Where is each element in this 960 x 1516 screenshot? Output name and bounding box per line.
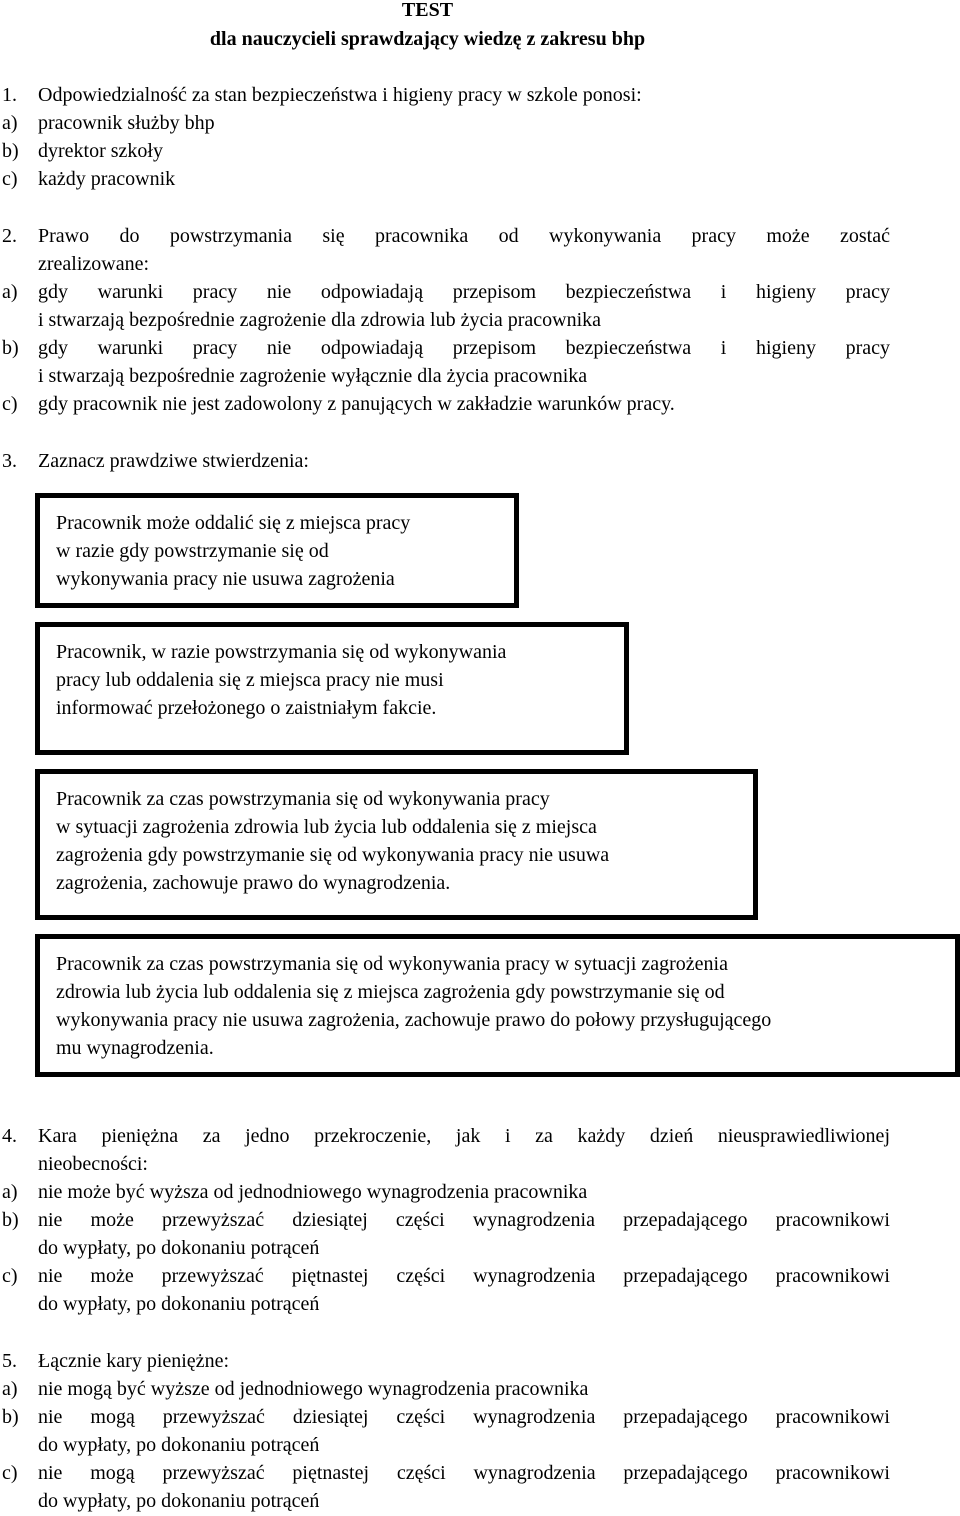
- statement-box: [35, 934, 960, 1077]
- question-2-text-cont: zrealizowane:: [38, 253, 150, 275]
- answer-option: nie mogą przewyższać dziesiątej części wynagrodzenia przepadającego pracownikowi: [38, 1406, 890, 1428]
- answer-option-cont: i stwarzają bezpośrednie zagrożenie wyłącznie dla życia pracownika: [38, 365, 588, 387]
- statement-line: wykonywania pracy nie usuwa zagrożenia: [56, 568, 395, 590]
- question-5-text: Łącznie kary pieniężne:: [38, 1350, 229, 1372]
- question-1-text: Odpowiedzialność za stan bezpieczeństwa i higieny pracy w szkole ponosi:: [38, 84, 642, 106]
- question-2-text: Prawo do powstrzymania się pracownika od wykonywania pracy może zostać: [38, 225, 890, 247]
- option-label: c): [2, 1462, 18, 1484]
- option-label: a): [2, 281, 18, 303]
- question-4-number: 4.: [2, 1125, 17, 1147]
- test-title: TEST: [401, 0, 454, 21]
- answer-option: nie mogą przewyższać piętnastej części wynagrodzenia przepadającego pracownikowi: [38, 1462, 890, 1484]
- question-4-text-cont: nieobecności:: [38, 1153, 148, 1175]
- answer-option: gdy warunki pracy nie odpowiadają przepisom bezpieczeństwa i higieny pracy: [38, 337, 890, 359]
- question-3-text: Zaznacz prawdziwe stwierdzenia:: [38, 450, 309, 472]
- answer-option: pracownik służby bhp: [38, 112, 215, 134]
- statement-line: zdrowia lub życia lub oddalenia się z miejsca zagrożenia gdy powstrzymanie się od: [56, 981, 725, 1003]
- question-1-number: 1.: [2, 84, 17, 106]
- statement-line: pracy lub oddalenia się z miejsca pracy nie musi: [56, 669, 444, 691]
- statement-line: mu wynagrodzenia.: [56, 1037, 214, 1059]
- statement-line: Pracownik, w razie powstrzymania się od wykonywania: [56, 641, 507, 663]
- statement-line: wykonywania pracy nie usuwa zagrożenia, zachowuje prawo do połowy przysługującego: [56, 1009, 772, 1031]
- question-3-number: 3.: [2, 450, 17, 472]
- statement-box: [35, 622, 629, 755]
- test-subtitle: dla nauczycieli sprawdzający wiedzę z zakresu bhp: [209, 28, 646, 50]
- answer-option: każdy pracownik: [38, 168, 176, 190]
- answer-option-cont: i stwarzają bezpośrednie zagrożenie dla zdrowia lub życia pracownika: [38, 309, 602, 331]
- answer-option: nie może przewyższać piętnastej części wynagrodzenia przepadającego pracownikowi: [38, 1265, 890, 1287]
- question-4-text: Kara pieniężna za jedno przekroczenie, jak i za każdy dzień nieusprawiedliwionej: [38, 1125, 890, 1147]
- answer-option: nie może być wyższa od jednodniowego wynagrodzenia pracownika: [38, 1181, 588, 1203]
- statement-line: zagrożenia, zachowuje prawo do wynagrodzenia.: [56, 872, 451, 894]
- answer-option-cont: do wypłaty, po dokonaniu potrąceń: [38, 1293, 320, 1315]
- answer-option-cont: do wypłaty, po dokonaniu potrąceń: [38, 1490, 320, 1512]
- option-label: c): [2, 168, 18, 190]
- option-label: b): [2, 1209, 19, 1231]
- statement-line: Pracownik za czas powstrzymania się od wykonywania pracy: [56, 788, 550, 810]
- question-2-number: 2.: [2, 225, 17, 247]
- option-label: b): [2, 1406, 19, 1428]
- answer-option: gdy warunki pracy nie odpowiadają przepisom bezpieczeństwa i higieny pracy: [38, 281, 890, 303]
- answer-option: gdy pracownik nie jest zadowolony z panujących w zakładzie warunków pracy.: [38, 393, 675, 415]
- statement-line: zagrożenia gdy powstrzymanie się od wykonywania pracy nie usuwa: [56, 844, 610, 866]
- option-label: a): [2, 112, 18, 134]
- option-label: b): [2, 337, 19, 359]
- question-5-number: 5.: [2, 1350, 17, 1372]
- option-label: a): [2, 1181, 18, 1203]
- answer-option: dyrektor szkoły: [38, 140, 163, 162]
- option-label: b): [2, 140, 19, 162]
- option-label: c): [2, 1265, 18, 1287]
- statement-box: [35, 769, 758, 920]
- statement-line: w sytuacji zagrożenia zdrowia lub życia lub oddalenia się z miejsca: [56, 816, 597, 838]
- answer-option-cont: do wypłaty, po dokonaniu potrąceń: [38, 1434, 320, 1456]
- answer-option: nie może przewyższać dziesiątej części wynagrodzenia przepadającego pracownikowi: [38, 1209, 890, 1231]
- statement-line: informować przełożonego o zaistniałym fakcie.: [56, 697, 437, 719]
- option-label: c): [2, 393, 18, 415]
- statement-line: Pracownik za czas powstrzymania się od wykonywania pracy w sytuacji zagrożenia: [56, 953, 728, 975]
- statement-line: w razie gdy powstrzymanie się od: [56, 540, 329, 562]
- statement-line: Pracownik może oddalić się z miejsca pracy: [56, 512, 411, 534]
- answer-option-cont: do wypłaty, po dokonaniu potrąceń: [38, 1237, 320, 1259]
- option-label: a): [2, 1378, 18, 1400]
- statement-box: [35, 493, 519, 608]
- answer-option: nie mogą być wyższe od jednodniowego wynagrodzenia pracownika: [38, 1378, 589, 1400]
